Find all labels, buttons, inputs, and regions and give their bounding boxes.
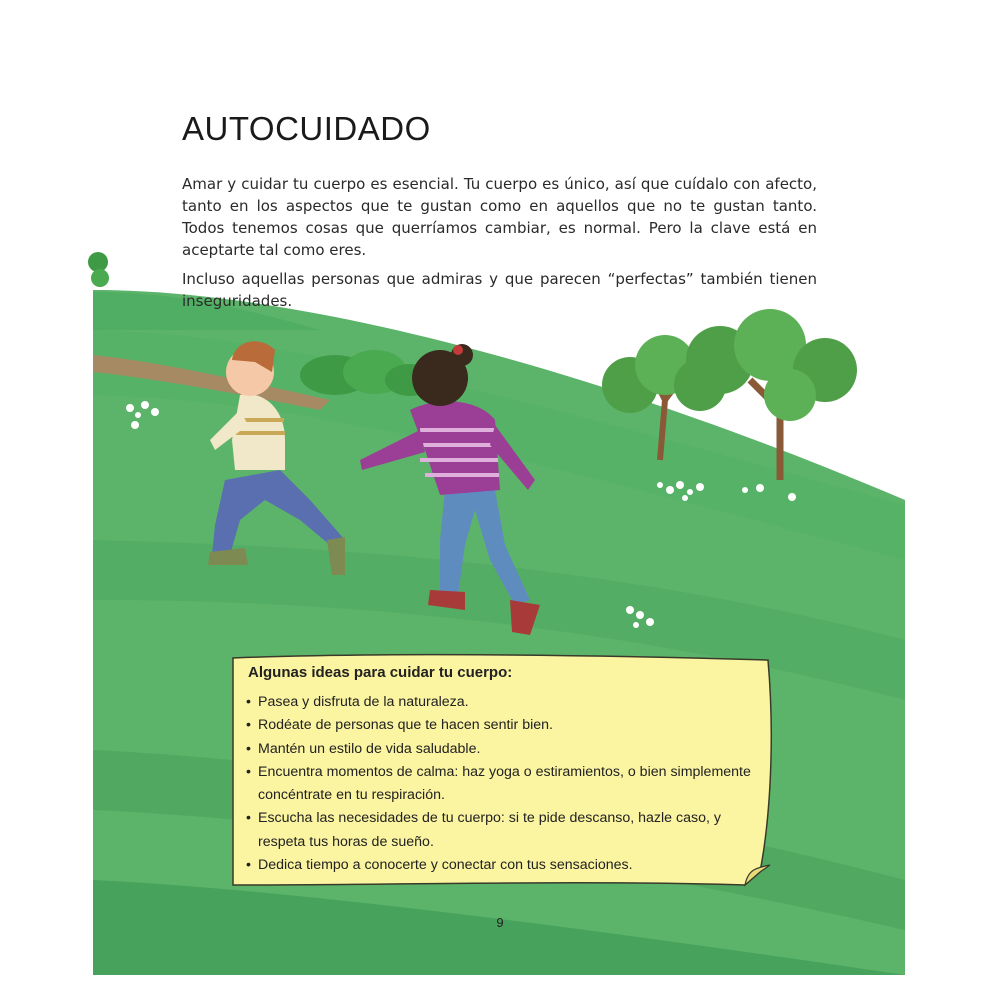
- tip-item: • Escucha las necesidades de tu cuerpo: si te pide descanso, hazle caso, y respeta tus horas de sueño.: [244, 807, 764, 854]
- intro-paragraph-1: Amar y cuidar tu cuerpo es esencial. Tu cuerpo es único, así que cuídalo con afecto, tanto en los aspectos que te gustan como en aquellos que no te gustan tanto. Todos tenemos cosas que querríamos cambiar, es normal. Pero la clave está en aceptarte tal como eres.: [182, 175, 817, 259]
- intro-paragraph-2: Incluso aquellas personas que admiras y que parecen “perfectas” también tienen inseguridades.: [182, 270, 817, 310]
- tip-item: • Rodéate de personas que te hacen sentir bien.: [244, 714, 764, 737]
- tip-item: • Dedica tiempo a conocerte y conectar con tus sensaciones.: [244, 854, 764, 877]
- tip-item: • Pasea y disfruta de la naturaleza.: [244, 691, 764, 714]
- intro-text: [182, 173, 817, 319]
- tip-item: • Encuentra momentos de calma: haz yoga o estiramientos, o bien simplemente concéntrate en tu respiración.: [244, 761, 764, 808]
- page-number: 9: [496, 915, 504, 930]
- tip-item: • Mantén un estilo de vida saludable.: [244, 738, 764, 761]
- sticky-note-heading: Algunas ideas para cuidar tu cuerpo:: [248, 664, 513, 681]
- sticky-note-content: [244, 663, 764, 877]
- page-title: AUTOCUIDADO: [182, 110, 431, 147]
- left-bush: [88, 252, 109, 287]
- tips-list: [244, 691, 764, 877]
